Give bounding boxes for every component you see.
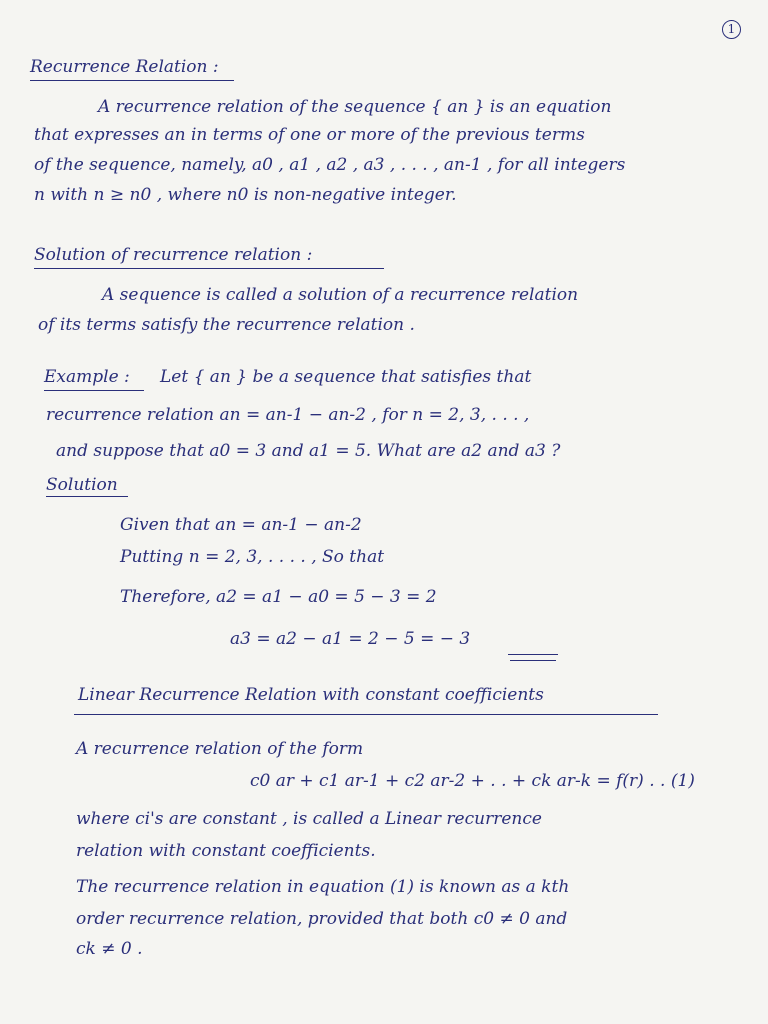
step-putting: Putting n = 2, 3, . . . . , So that xyxy=(120,547,385,567)
answer-underline-2 xyxy=(510,660,556,661)
linear-heading-underline xyxy=(74,714,658,715)
linear-line-4: The recurrence relation in equation (1) is known as a kth xyxy=(76,877,570,897)
solution-def-heading: Solution of recurrence relation : xyxy=(34,245,313,265)
example-label: Example : xyxy=(44,367,130,387)
solution-label: Solution xyxy=(46,475,118,495)
linear-equation: c0 ar + c1 ar-1 + c2 ar-2 + . . + ck ar-k = f(r) . . (1) xyxy=(250,771,695,791)
recurrence-line-1: A recurrence relation of the sequence { an } is an equation xyxy=(98,97,612,117)
solution-label-underline xyxy=(46,496,128,497)
solution-def-heading-underline xyxy=(34,268,384,269)
linear-heading: Linear Recurrence Relation with constant coefficients xyxy=(78,685,544,705)
linear-line-2: where ci's are constant , is called a Linear recurrence xyxy=(76,809,542,829)
example-line-2: recurrence relation an = an-1 − an-2 , for n = 2, 3, . . . , xyxy=(46,405,530,425)
linear-line-3: relation with constant coefficients. xyxy=(76,841,376,861)
step-a2: Therefore, a2 = a1 − a0 = 5 − 3 = 2 xyxy=(120,587,437,607)
answer-underline-1 xyxy=(508,654,558,655)
linear-line-6: ck ≠ 0 . xyxy=(76,939,143,959)
recurrence-line-4: n with n ≥ n0 , where n0 is non-negative integer. xyxy=(34,185,457,205)
page-number: 1 xyxy=(722,20,741,39)
linear-line-5: order recurrence relation, provided that both c0 ≠ 0 and xyxy=(76,909,568,929)
example-label-underline xyxy=(44,390,144,391)
recurrence-line-3: of the sequence, namely, a0 , a1 , a2 , a3 , . . . , an-1 , for all integers xyxy=(34,155,626,175)
recurrence-heading: Recurrence Relation : xyxy=(30,57,219,77)
solution-def-line-1: A sequence is called a solution of a recurrence relation xyxy=(102,285,579,305)
solution-def-line-2: of its terms satisfy the recurrence relation . xyxy=(38,315,415,335)
step-given: Given that an = an-1 − an-2 xyxy=(120,515,362,535)
recurrence-line-2: that expresses an in terms of one or more of the previous terms xyxy=(34,125,585,145)
linear-line-1: A recurrence relation of the form xyxy=(76,739,364,759)
example-line-1: Let { an } be a sequence that satisfies that xyxy=(160,367,532,387)
recurrence-heading-underline xyxy=(30,80,234,81)
step-a3: a3 = a2 − a1 = 2 − 5 = − 3 xyxy=(230,629,471,649)
example-line-3: and suppose that a0 = 3 and a1 = 5. What are a2 and a3 ? xyxy=(56,441,561,461)
